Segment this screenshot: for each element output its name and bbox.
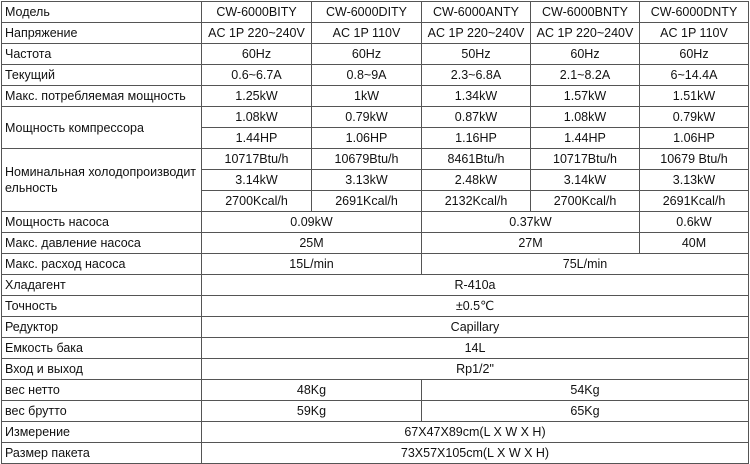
- row-label: Напряжение: [2, 23, 202, 44]
- value-cell: 2.3~6.8A: [422, 65, 531, 86]
- row-label: вес брутто: [2, 401, 202, 422]
- value-cell: AC 1P 110V: [640, 23, 749, 44]
- value-cell: AC 1P 220~240V: [531, 23, 640, 44]
- row-pump-flow: [2, 254, 749, 275]
- value-cell: 65Kg: [422, 401, 749, 422]
- value-cell: 2.1~8.2A: [531, 65, 640, 86]
- row-label: Модель: [2, 2, 202, 23]
- value-cell: 50Hz: [422, 44, 531, 65]
- model-cell: CW-6000DNTY: [640, 2, 749, 23]
- value-cell: 0.6~6.7A: [202, 65, 312, 86]
- model-cell: CW-6000BNTY: [531, 2, 640, 23]
- row-current: [2, 65, 749, 86]
- row-package: [2, 443, 749, 464]
- value-cell: 3.13kW: [312, 170, 422, 191]
- value-cell: 1.51kW: [640, 86, 749, 107]
- value-cell: 2691Kcal/h: [312, 191, 422, 212]
- value-cell: 1.57kW: [531, 86, 640, 107]
- row-dimensions: [2, 422, 749, 443]
- value-cell: 1.08kW: [202, 107, 312, 128]
- value-cell: 0.09kW: [202, 212, 422, 233]
- row-reducer: [2, 317, 749, 338]
- value-cell: 1.08kW: [531, 107, 640, 128]
- value-cell: 14L: [202, 338, 749, 359]
- row-pump-power: [2, 212, 749, 233]
- value-cell: 2700Kcal/h: [202, 191, 312, 212]
- value-cell: R-410a: [202, 275, 749, 296]
- spec-table: [1, 1, 749, 464]
- value-cell: 1.44HP: [531, 128, 640, 149]
- value-cell: 0.8~9A: [312, 65, 422, 86]
- row-refrigerant: [2, 275, 749, 296]
- value-cell: 67X47X89cm(L X W X H): [202, 422, 749, 443]
- value-cell: 0.79kW: [312, 107, 422, 128]
- value-cell: 1.16HP: [422, 128, 531, 149]
- value-cell: 60Hz: [202, 44, 312, 65]
- value-cell: 2132Kcal/h: [422, 191, 531, 212]
- value-cell: 25M: [202, 233, 422, 254]
- value-cell: 6~14.4A: [640, 65, 749, 86]
- row-label: Точность: [2, 296, 202, 317]
- row-frequency: [2, 44, 749, 65]
- value-cell: 15L/min: [202, 254, 422, 275]
- value-cell: 10679 Btu/h: [640, 149, 749, 170]
- value-cell: 10717Btu/h: [202, 149, 312, 170]
- row-label: Макс. потребляемая мощность: [2, 86, 202, 107]
- row-model: [2, 2, 749, 23]
- value-cell: 73X57X105cm(L X W X H): [202, 443, 749, 464]
- value-cell: 3.14kW: [531, 170, 640, 191]
- row-label: Хладагент: [2, 275, 202, 296]
- row-label: Макс. давление насоса: [2, 233, 202, 254]
- row-label: Макс. расход насоса: [2, 254, 202, 275]
- value-cell: 48Kg: [202, 380, 422, 401]
- value-cell: 75L/min: [422, 254, 749, 275]
- value-cell: ±0.5℃: [202, 296, 749, 317]
- row-label: вес нетто: [2, 380, 202, 401]
- row-label: Вход и выход: [2, 359, 202, 380]
- value-cell: 0.6kW: [640, 212, 749, 233]
- row-precision: [2, 296, 749, 317]
- value-cell: 2691Kcal/h: [640, 191, 749, 212]
- value-cell: 40M: [640, 233, 749, 254]
- model-cell: CW-6000BITY: [202, 2, 312, 23]
- value-cell: 54Kg: [422, 380, 749, 401]
- value-cell: 1kW: [312, 86, 422, 107]
- value-cell: AC 1P 220~240V: [422, 23, 531, 44]
- value-cell: 3.13kW: [640, 170, 749, 191]
- value-cell: 59Kg: [202, 401, 422, 422]
- row-pump-pressure: [2, 233, 749, 254]
- row-cooling-btu: [2, 149, 749, 170]
- row-net-weight: [2, 380, 749, 401]
- value-cell: 1.06HP: [640, 128, 749, 149]
- value-cell: Rp1/2": [202, 359, 749, 380]
- value-cell: 2700Kcal/h: [531, 191, 640, 212]
- row-label: Мощность компрессора: [2, 107, 202, 149]
- value-cell: 3.14kW: [202, 170, 312, 191]
- row-label: Мощность насоса: [2, 212, 202, 233]
- row-label: Размер пакета: [2, 443, 202, 464]
- value-cell: 60Hz: [531, 44, 640, 65]
- value-cell: Capillary: [202, 317, 749, 338]
- row-label: Емкость бака: [2, 338, 202, 359]
- value-cell: 10717Btu/h: [531, 149, 640, 170]
- value-cell: AC 1P 220~240V: [202, 23, 312, 44]
- row-label: Текущий: [2, 65, 202, 86]
- model-cell: CW-6000ANTY: [422, 2, 531, 23]
- model-cell: CW-6000DITY: [312, 2, 422, 23]
- value-cell: AC 1P 110V: [312, 23, 422, 44]
- value-cell: 2.48kW: [422, 170, 531, 191]
- value-cell: 1.06HP: [312, 128, 422, 149]
- row-label: Измерение: [2, 422, 202, 443]
- value-cell: 1.25kW: [202, 86, 312, 107]
- value-cell: 0.79kW: [640, 107, 749, 128]
- value-cell: 1.44HP: [202, 128, 312, 149]
- row-inlet-outlet: [2, 359, 749, 380]
- value-cell: 10679Btu/h: [312, 149, 422, 170]
- value-cell: 0.37kW: [422, 212, 640, 233]
- value-cell: 60Hz: [312, 44, 422, 65]
- value-cell: 60Hz: [640, 44, 749, 65]
- row-tank: [2, 338, 749, 359]
- row-compressor-kw: [2, 107, 749, 128]
- row-max-power: [2, 86, 749, 107]
- row-gross-weight: [2, 401, 749, 422]
- row-label: Частота: [2, 44, 202, 65]
- value-cell: 27M: [422, 233, 640, 254]
- value-cell: 8461Btu/h: [422, 149, 531, 170]
- row-label: Редуктор: [2, 317, 202, 338]
- row-label: Номинальная холодопроизводительность: [2, 149, 202, 212]
- value-cell: 1.34kW: [422, 86, 531, 107]
- row-voltage: [2, 23, 749, 44]
- value-cell: 0.87kW: [422, 107, 531, 128]
